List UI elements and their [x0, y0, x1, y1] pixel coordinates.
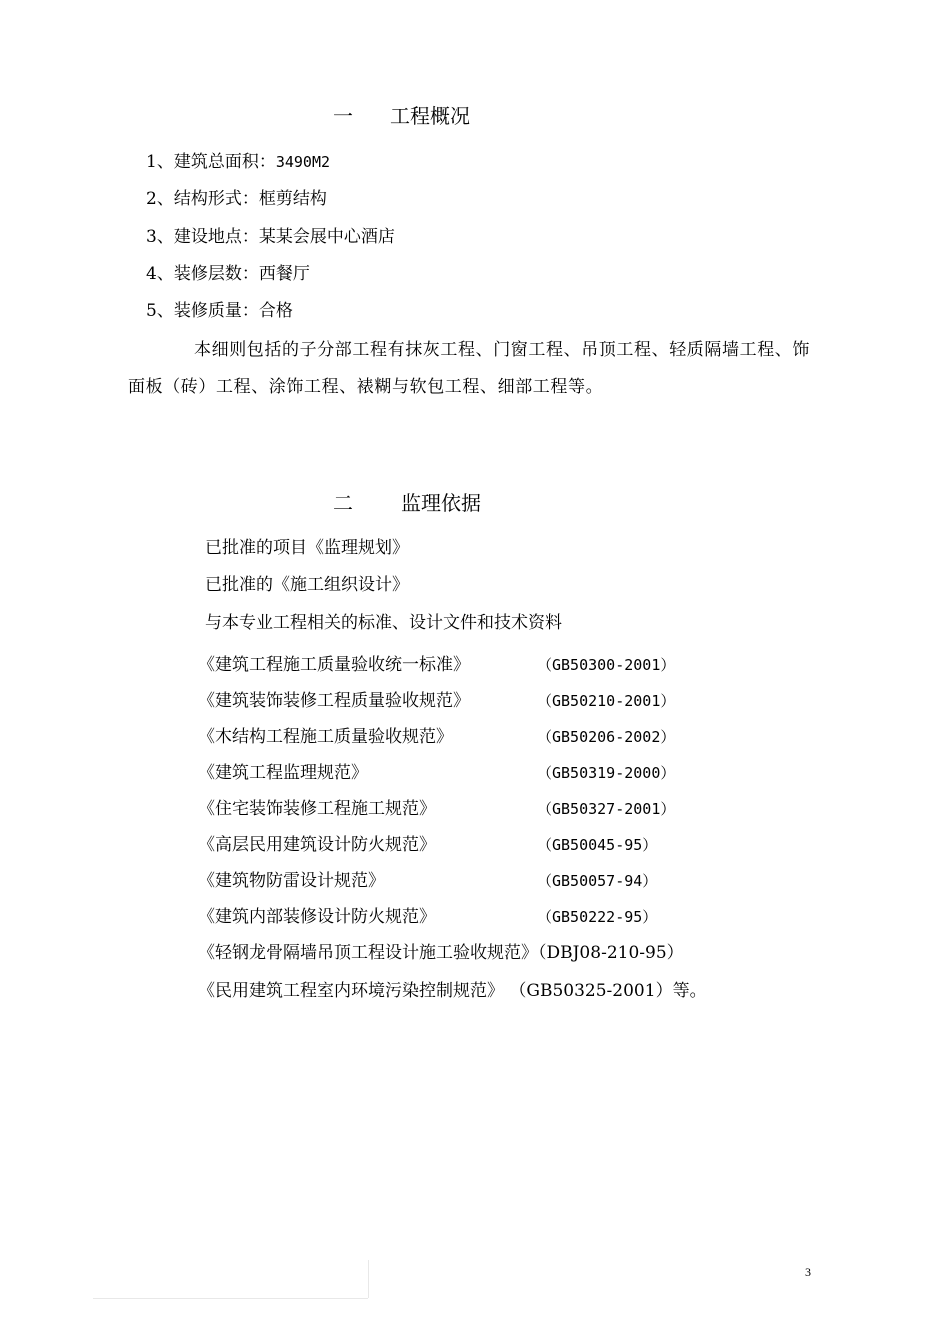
item-label: 2、结构形式：: [146, 189, 259, 209]
basis-item: 已批准的《施工组织设计》: [205, 575, 409, 595]
section1-title: 工程概况: [390, 104, 470, 128]
list-item: [146, 303, 293, 320]
page-number: 3: [805, 1265, 811, 1279]
standard-name: 《住宅装饰装修工程施工规范》: [198, 799, 436, 819]
item-label: 5、装修质量：: [146, 301, 259, 321]
standard-code: （GB50045-95）: [537, 836, 658, 854]
section1-number: 一: [333, 104, 353, 128]
basis-item: 已批准的项目《监理规划》: [205, 538, 409, 558]
item-value: 框剪结构: [258, 189, 327, 209]
item-label: 1、建筑总面积：: [146, 152, 276, 172]
footer-divider-horizontal: [93, 1298, 368, 1299]
standard-code: （GB50327-2001）: [537, 800, 676, 818]
standard-code: （GB50057-94）: [537, 872, 658, 890]
standard-row: [198, 909, 436, 926]
standard-name: 《建筑内部装修设计防火规范》: [198, 907, 436, 927]
standard-row: [198, 765, 368, 782]
standard-code: （GB50206-2002）: [537, 728, 676, 746]
standard-row: [198, 729, 453, 746]
standard-row: [198, 657, 470, 674]
standard-name: 《高层民用建筑设计防火规范》: [198, 835, 436, 855]
standard-code: （GB50222-95）: [537, 908, 658, 926]
item-value: 3490M2: [275, 153, 331, 171]
list-item: [146, 229, 395, 246]
standard-name: 《建筑物防雷设计规范》: [198, 871, 385, 891]
standard-name: 《木结构工程施工质量验收规范》: [198, 727, 453, 747]
standard-row: [198, 837, 436, 854]
item-label: 4、装修层数：: [146, 264, 259, 284]
scope-paragraph-line1: 本细则包括的子分部工程有抹灰工程、门窗工程、吊顶工程、轻质隔墙工程、饰: [194, 340, 810, 360]
scope-paragraph-line2: 面板（砖）工程、涂饰工程、裱糊与软包工程、细部工程等。: [128, 377, 604, 397]
footer-divider-vertical: [368, 1260, 369, 1298]
list-item: [146, 191, 327, 208]
standard-name: 《建筑工程监理规范》: [198, 763, 368, 783]
standard-code: （GB50319-2000）: [537, 764, 676, 782]
standard-code: （GB50210-2001）: [537, 692, 676, 710]
standard-row: [198, 693, 470, 710]
standard-name: 《建筑工程施工质量验收统一标准》: [198, 655, 470, 675]
standard-row-long: 《轻钢龙骨隔墙吊顶工程设计施工验收规范》（DBJ08-210-95）: [198, 943, 684, 963]
standard-row-last: 《民用建筑工程室内环境污染控制规范》 （GB50325-2001）等。: [198, 981, 707, 1001]
basis-item: 与本专业工程相关的标准、设计文件和技术资料: [205, 613, 562, 633]
standard-row: [198, 873, 385, 890]
item-value: 西餐厅: [258, 264, 310, 284]
item-value: 合格: [258, 301, 293, 321]
list-item: [146, 266, 310, 283]
list-item: [146, 154, 330, 171]
standard-row: [198, 801, 436, 818]
section2-title: 监理依据: [401, 491, 481, 515]
section2-number: 二: [333, 491, 353, 515]
standard-name: 《建筑装饰装修工程质量验收规范》: [198, 691, 470, 711]
item-label: 3、建设地点：: [146, 227, 259, 247]
item-value: 某某会展中心酒店: [258, 227, 395, 247]
standard-code: （GB50300-2001）: [537, 656, 676, 674]
